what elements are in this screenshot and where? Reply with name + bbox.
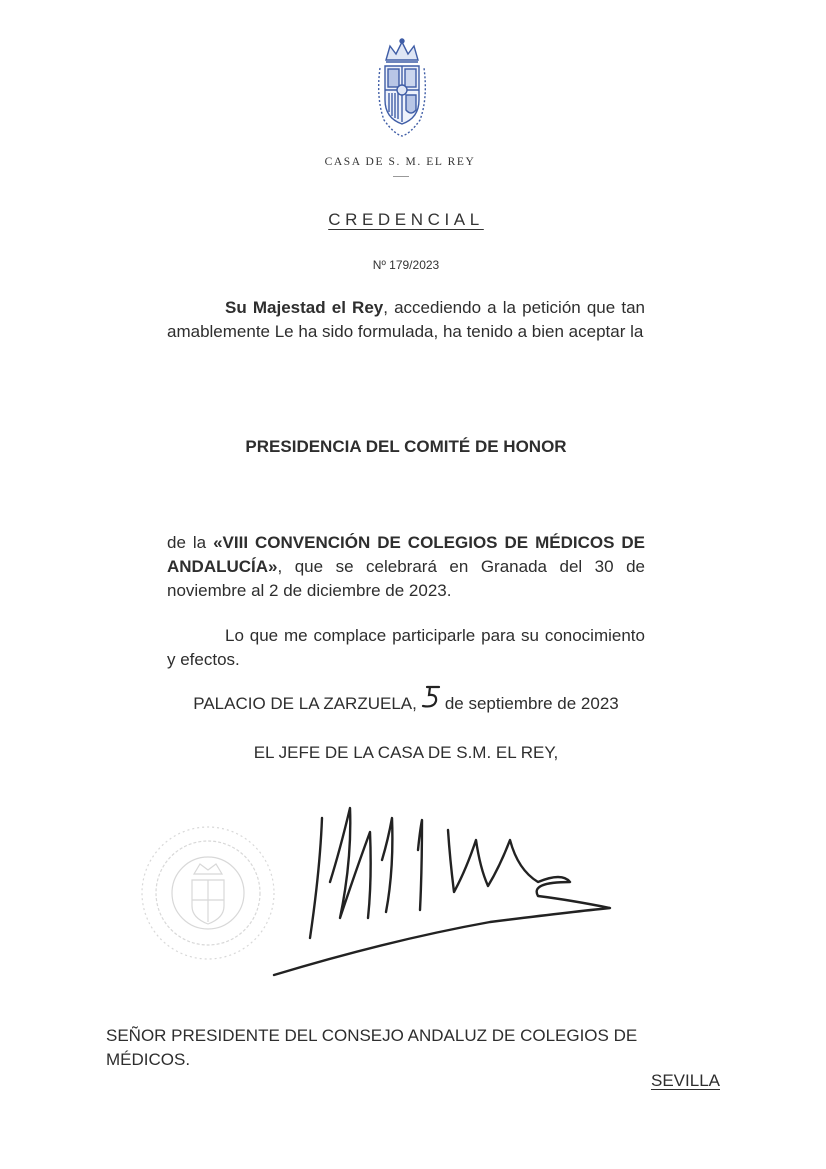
event-paragraph (167, 531, 645, 603)
closing-paragraph: Lo que me complace participarle para su conocimiento y efectos. (167, 626, 645, 669)
handwritten-signature-icon (270, 800, 640, 980)
date-suffix: de septiembre de 2023 (444, 694, 619, 713)
handwritten-day (417, 699, 445, 709)
addressee-line-1: SEÑOR PRESIDENTE DEL CONSEJO ANDALUZ DE COLEGIOS DE (106, 1026, 638, 1045)
place-prefix: PALACIO DE LA ZARZUELA, (193, 694, 417, 713)
king-title: Su Majestad el Rey (225, 298, 384, 317)
document-title: CREDENCIAL (328, 210, 484, 229)
letterhead-divider (393, 176, 409, 177)
place-and-date (0, 694, 812, 714)
addressee-city: SEVILLA (651, 1071, 720, 1090)
acceptance-text: , accediendo a la petición que tan amablemente Le ha sido formulada, ha tenido a bien aceptar la (167, 298, 645, 341)
event-name: «VIII CONVENCIÓN DE COLEGIOS DE MÉDICOS DE ANDALUCÍA» (167, 533, 645, 576)
embossed-seal-icon (138, 822, 278, 964)
event-lead: de la (167, 533, 214, 552)
event-details: , que se celebrará en Granada del 30 de noviembre al 2 de diciembre de 2023. (167, 557, 645, 600)
honor-title: PRESIDENCIA DEL COMITÉ DE HONOR (245, 437, 567, 456)
addressee (106, 1024, 706, 1072)
document-number: Nº 179/2023 (372, 258, 440, 272)
addressee-line-2: MÉDICOS. (106, 1050, 191, 1069)
acceptance-paragraph (167, 296, 645, 344)
house-name: CASA DE S. M. EL REY (324, 156, 476, 168)
royal-coat-of-arms-icon (372, 38, 432, 138)
handwritten-day-mark (419, 683, 447, 709)
signer-title: EL JEFE DE LA CASA DE S.M. EL REY, (253, 743, 559, 762)
